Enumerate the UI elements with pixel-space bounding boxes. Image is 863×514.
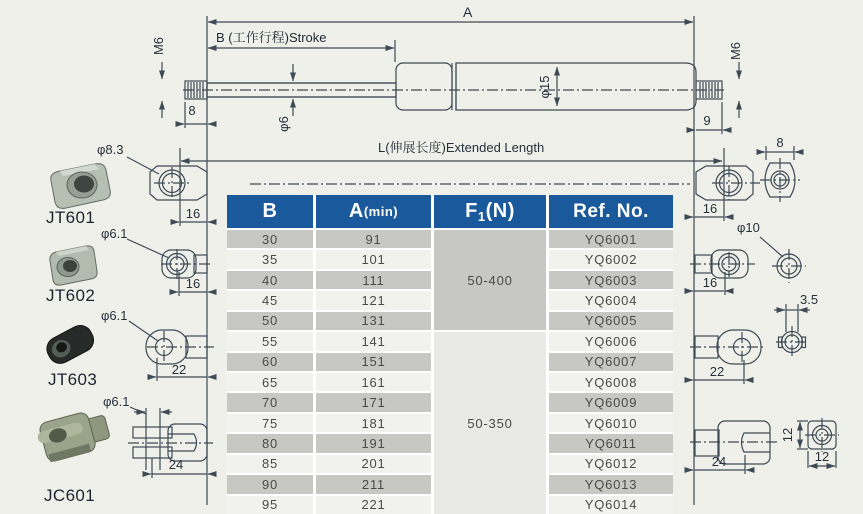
table-cell-a-row14: 221 <box>316 496 431 514</box>
table-cell-a-row3: 111 <box>316 271 431 289</box>
table-header-a-min <box>316 195 431 228</box>
thread-left-length-label: 8 <box>188 103 196 118</box>
table-cell-b-row2: 35 <box>227 250 313 268</box>
table-cell-a-row2: 101 <box>316 250 431 268</box>
header-a-text: A <box>348 200 364 222</box>
table-cell-a-row12: 201 <box>316 455 431 473</box>
table-cell-a-row5: 131 <box>316 312 431 330</box>
table-cell-b-row13: 90 <box>227 475 313 493</box>
tube-diameter-label: φ15 <box>536 75 552 99</box>
jc601-3d-image <box>34 407 112 464</box>
table-cell-ref-row11: YQ6011 <box>549 434 673 452</box>
right-fitting4-width-label: 24 <box>711 454 727 469</box>
jt602-3d-image <box>50 246 97 285</box>
table-cell-b-row12: 85 <box>227 455 313 473</box>
table-cell-b-row14: 95 <box>227 496 313 514</box>
jc601-width-dim-label: 24 <box>168 457 184 472</box>
spec-table <box>227 195 673 514</box>
dim-a-label: A <box>463 4 473 20</box>
table-cell-ref-row9: YQ6009 <box>549 393 673 411</box>
table-cell-ref-row3: YQ6003 <box>549 271 673 289</box>
jt603-3d-image <box>43 321 98 367</box>
extended-length-label: L(伸展长度)Extended Length <box>378 140 545 155</box>
table-cell-ref-row14: YQ6014 <box>549 496 673 514</box>
table-cell-ref-row13: YQ6013 <box>549 475 673 493</box>
table-cell-force-group1: 50-400 <box>434 230 546 330</box>
table-cell-b-row5: 50 <box>227 312 313 330</box>
dim-b-label: B (工作行程)Stroke <box>216 30 327 45</box>
table-cell-a-row8: 161 <box>316 373 431 391</box>
thread-left-label: M6 <box>150 36 166 56</box>
table-cell-ref-row5: YQ6005 <box>549 312 673 330</box>
table-cell-ref-row8: YQ6008 <box>549 373 673 391</box>
right-fitting4-height-label: 12 <box>779 427 795 443</box>
right-fitting2-width-label: 16 <box>702 275 718 290</box>
table-cell-a-row9: 171 <box>316 393 431 411</box>
table-cell-ref-row7: YQ6007 <box>549 353 673 371</box>
table-cell-ref-row2: YQ6002 <box>549 250 673 268</box>
right-fitting1-topview-label: 8 <box>776 135 784 150</box>
table-cell-ref-row10: YQ6010 <box>549 414 673 432</box>
header-a-sub-text: (min) <box>363 204 399 219</box>
table-cell-force-group2: 50-350 <box>434 332 546 514</box>
right-fitting1-width-label: 16 <box>702 201 718 216</box>
table-cell-ref-row12: YQ6012 <box>549 455 673 473</box>
gas-spring-body <box>185 63 722 110</box>
table-cell-b-row9: 70 <box>227 393 313 411</box>
header-f-subscript: 1 <box>477 209 486 224</box>
jt603-diameter-label: φ6.1 <box>101 308 128 323</box>
table-cell-a-row7: 151 <box>316 353 431 371</box>
jc601-label: JC601 <box>44 486 96 505</box>
jt601-width-dim-label: 16 <box>185 206 201 221</box>
table-header-ref-no <box>549 195 673 228</box>
jc601-diameter-label: φ6.1 <box>103 394 130 409</box>
jt602-width-dim-label: 16 <box>185 276 201 291</box>
rod-diameter-label: φ6 <box>275 116 291 132</box>
table-cell-a-row6: 141 <box>316 332 431 350</box>
thread-right-length-label: 9 <box>703 113 711 128</box>
table-cell-b-row4: 45 <box>227 291 313 309</box>
jt601-3d-image <box>51 164 111 209</box>
cylinder-crimp-section <box>396 63 452 110</box>
table-cell-a-row10: 181 <box>316 414 431 432</box>
right-fitting3-width-label: 22 <box>709 364 725 379</box>
table-cell-a-row4: 121 <box>316 291 431 309</box>
jt602-diameter-label: φ6.1 <box>101 226 128 241</box>
table-cell-ref-row1: YQ6001 <box>549 230 673 248</box>
table-header-f1n <box>434 195 546 228</box>
right-fitting2-diameter-label: φ10 <box>737 220 760 235</box>
right-fitting3-flange-label: 3.5 <box>800 292 819 307</box>
jt603-label: JT603 <box>48 370 98 389</box>
table-cell-b-row7: 60 <box>227 353 313 371</box>
table-cell-b-row11: 80 <box>227 434 313 452</box>
table-cell-b-row8: 65 <box>227 373 313 391</box>
table-cell-b-row3: 40 <box>227 271 313 289</box>
right-fitting4-endwidth-label: 12 <box>814 449 830 464</box>
header-f-text: F <box>465 200 478 222</box>
jt601-diameter-label: φ8.3 <box>97 142 124 157</box>
cylinder-tube <box>456 63 696 110</box>
table-cell-a-row11: 191 <box>316 434 431 452</box>
table-cell-a-row13: 211 <box>316 475 431 493</box>
table-cell-a-row1: 91 <box>316 230 431 248</box>
header-f-unit: (N) <box>485 200 515 222</box>
table-cell-ref-row6: YQ6006 <box>549 332 673 350</box>
table-cell-b-row6: 55 <box>227 332 313 350</box>
thread-right-label: M6 <box>727 41 743 61</box>
jt601-label: JT601 <box>46 208 96 227</box>
header-b-text: B <box>262 200 278 222</box>
jt602-label: JT602 <box>46 286 96 305</box>
table-cell-b-row1: 30 <box>227 230 313 248</box>
table-cell-ref-row4: YQ6004 <box>549 291 673 309</box>
jt603-width-dim-label: 22 <box>171 362 187 377</box>
table-cell-b-row10: 75 <box>227 414 313 432</box>
table-header-b <box>227 195 313 228</box>
header-ref-text: Ref. No. <box>573 200 649 222</box>
